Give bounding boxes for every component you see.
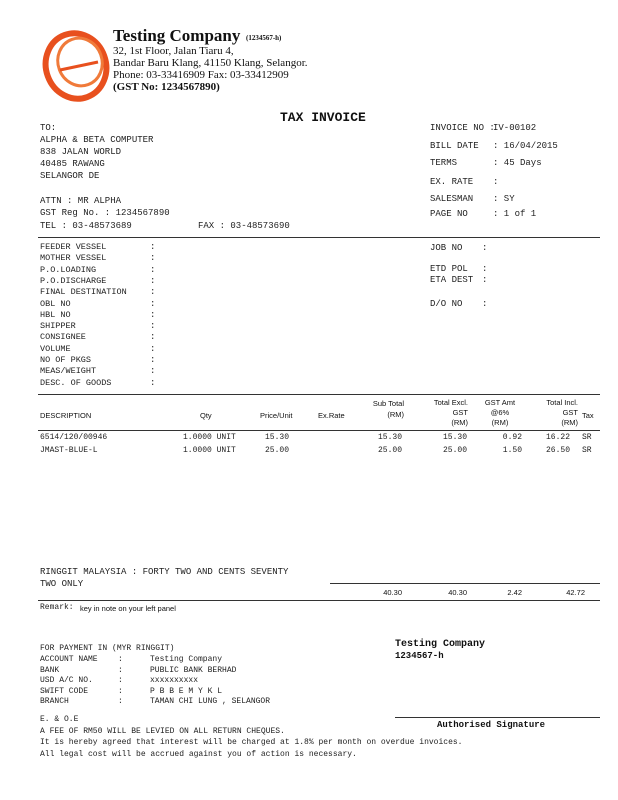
shipping-right-label: JOB NO (430, 243, 463, 253)
row-tax: SR (582, 433, 592, 442)
customer-tel: TEL : 03-48573689 (40, 221, 132, 231)
customer-address-1: 838 JALAN WORLD (40, 147, 122, 157)
invoice-field-label: SALESMAN (430, 194, 474, 204)
row-qty: 1.0000 UNIT (183, 446, 236, 455)
payment-colon: : (118, 665, 123, 675)
shipping-field-label: NO OF PKGS (40, 355, 92, 365)
row-description: JMAST-BLUE-L (40, 446, 98, 455)
shipping-field-label: CONSIGNEE (40, 332, 86, 343)
invoice-field-label: BILL DATE (430, 141, 479, 151)
footer-notes (40, 714, 462, 760)
customer-fax: FAX : 03-48573690 (198, 221, 290, 231)
row-total-incl: 26.50 (545, 446, 570, 455)
amount-in-words-2: TWO ONLY (40, 579, 84, 589)
footer-line: A FEE OF RM50 WILL BE LEVIED ON ALL RETURN CHEQUES. (40, 726, 285, 736)
col-tax: Tax (582, 411, 594, 420)
col-incl-line: Total Incl. (546, 398, 578, 407)
col-excl-line: (RM) (451, 418, 468, 427)
payment-label: SWIFT CODE (40, 686, 89, 696)
col-total-incl (530, 398, 578, 428)
shipping-field-colon: : (150, 343, 156, 354)
invoice-field-value: : 1 of 1 (493, 209, 537, 219)
shipping-field-label: FINAL DESTINATION (40, 287, 127, 298)
to-label: TO: (40, 123, 57, 133)
shipping-field-colon: : (150, 253, 156, 264)
shipping-field-colon: : (150, 287, 156, 298)
shipping-field-colon: : (150, 275, 156, 286)
shipping-field-colon: : (150, 377, 156, 388)
total-excl: 40.30 (448, 588, 467, 597)
shipping-field-label: MOTHER VESSEL (40, 253, 107, 264)
shipping-field-colon: : (150, 355, 156, 365)
row-tax: SR (582, 446, 592, 455)
remark-label: Remark: (40, 603, 74, 612)
col-price: Price/Unit (260, 411, 293, 420)
shipping-right-label: D/O NO (430, 299, 463, 309)
attn: ATTN : MR ALPHA (40, 196, 122, 206)
amount-in-words-1: RINGGIT MALAYSIA : FORTY TWO AND CENTS SEVENTY (40, 567, 289, 577)
col-total-excl (420, 398, 468, 428)
company-address-1: 32, 1st Floor, Jalan Tiaru 4, (113, 45, 234, 57)
shipping-right-value: : (482, 243, 488, 253)
company-reg: (1234567-h) (246, 34, 282, 42)
invoice-field-label: PAGE NO (430, 209, 468, 219)
col-gst-line: (RM) (491, 418, 509, 427)
divider (38, 600, 600, 601)
payment-colon: : (118, 697, 123, 706)
payment-value: Testing Company (150, 655, 223, 664)
payment-label: USD A/C NO. (40, 676, 93, 685)
payment-title: FOR PAYMENT IN (MYR RINGGIT) (40, 644, 175, 653)
invoice-field-label: EX. RATE (430, 177, 474, 187)
shipping-right-value: : (482, 275, 488, 285)
payment-colon: : (118, 655, 123, 664)
company-gst: (GST No: 1234567890) (113, 81, 220, 93)
col-description: DESCRIPTION (40, 411, 92, 420)
footer-line: It is hereby agreed that interest will be charged at 1.8% per month on overdue invoices. (40, 738, 463, 747)
row-price: 25.00 (265, 446, 290, 455)
invoice-field-label: TERMS (430, 158, 458, 168)
total-incl: 42.72 (566, 588, 585, 597)
col-qty: Qty (200, 411, 212, 420)
shipping-field-label: P.O.LOADING (40, 264, 97, 275)
col-gst-line: @6% (490, 408, 510, 417)
col-excl-line: Total Excl. (433, 398, 468, 407)
footer-line: E. & O.E (40, 715, 79, 724)
col-exrate: Ex.Rate (318, 411, 345, 420)
document-title: TAX INVOICE (280, 110, 366, 125)
invoice-field-value: : (493, 177, 499, 187)
remark-text: key in note on your left panel (80, 604, 176, 613)
row-gst: 0.92 (502, 433, 522, 442)
col-incl-line: (RM) (561, 418, 578, 427)
invoice-field-value: : 45 Days (493, 158, 542, 168)
company-name: Testing Company (113, 26, 241, 45)
shipping-field-label: P.O.DISCHARGE (40, 275, 107, 286)
customer-block (40, 122, 153, 182)
row-total-excl: 25.00 (442, 446, 467, 455)
payment-label: ACCOUNT NAME (40, 655, 98, 664)
shipping-field-label: HBL NO (40, 309, 71, 320)
row-description: 6514/120/00946 (40, 433, 108, 442)
total-subtotal: 40.30 (383, 588, 402, 597)
company-phone: Phone: 03-33416909 Fax: 03-33412909 (113, 69, 289, 81)
invoice-field-value: : 16/04/2015 (493, 141, 558, 151)
col-incl-line: GST (562, 408, 578, 417)
shipping-field-colon: : (150, 298, 156, 309)
shipping-field-colon: : (150, 264, 156, 275)
col-subtotal-line: Sub Total (372, 399, 404, 408)
shipping-field-label: DESC. OF GOODS (40, 377, 112, 388)
company-address-2: Bandar Baru Klang, 41150 Klang, Selangor. (113, 57, 308, 69)
invoice-field-label: INVOICE NO : (430, 123, 495, 133)
shipping-right-value: : (482, 299, 488, 309)
authorised-signature: Authorised Signature (437, 720, 546, 730)
shipping-field-colon: : (150, 332, 156, 343)
col-subtotal-line: (RM) (387, 410, 404, 419)
shipping-right-label: ETD POL (430, 264, 468, 274)
row-subtotal: 15.30 (377, 433, 402, 442)
shipping-field-colon: : (150, 309, 156, 320)
customer-gst: GST Reg No. : 1234567890 (40, 208, 170, 218)
payment-value: P B B E M Y K L (150, 686, 223, 696)
col-subtotal (360, 398, 404, 420)
payment-value: TAMAN CHI LUNG , SELANGOR (150, 697, 271, 706)
payment-value: PUBLIC BANK BERHAD (150, 665, 237, 675)
shipping-right-label: ETA DEST (430, 275, 474, 285)
sign-reg: 1234567-h (395, 651, 444, 661)
customer-address-2: 40485 RAWANG (40, 159, 105, 169)
shipping-field-label: OBL NO (40, 298, 71, 309)
shipping-field-label: FEEDER VESSEL (40, 242, 107, 252)
col-gst-line: GST Amt (484, 398, 516, 407)
invoice-field-value: : SY (493, 194, 515, 204)
row-gst: 1.50 (502, 446, 522, 455)
row-total-excl: 15.30 (442, 433, 467, 442)
customer-name: ALPHA & BETA COMPUTER (40, 135, 154, 145)
sign-company: Testing Company (395, 639, 486, 650)
payment-colon: : (118, 676, 123, 685)
invoice-field-value: IV-00102 (493, 123, 537, 133)
row-total-incl: 16.22 (545, 433, 570, 442)
payment-value: xxxxxxxxxx (150, 676, 199, 685)
col-excl-line: GST (452, 408, 468, 417)
shipping-field-colon: : (150, 242, 156, 252)
shipping-field-colon: : (150, 366, 156, 377)
divider (330, 583, 600, 584)
payment-label: BRANCH (40, 697, 69, 706)
divider (38, 430, 600, 431)
divider (38, 394, 600, 395)
company-logo-icon (40, 24, 116, 104)
divider (38, 237, 600, 238)
footer-line: All legal cost will be accrued against you of action is necessary. (40, 749, 357, 759)
row-subtotal: 25.00 (377, 446, 402, 455)
shipping-field-colon: : (150, 321, 156, 332)
col-gst-amt (480, 398, 520, 428)
row-price: 15.30 (265, 433, 290, 442)
row-qty: 1.0000 UNIT (183, 433, 236, 442)
total-gst: 2.42 (507, 588, 522, 597)
shipping-right-value: : (482, 264, 488, 274)
payment-colon: : (118, 686, 123, 696)
payment-label: BANK (40, 665, 60, 675)
customer-address-3: SELANGOR DE (40, 171, 100, 181)
shipping-field-label: SHIPPER (40, 321, 76, 332)
shipping-field-label: MEAS/WEIGHT (40, 366, 97, 377)
shipping-field-label: VOLUME (40, 343, 71, 354)
